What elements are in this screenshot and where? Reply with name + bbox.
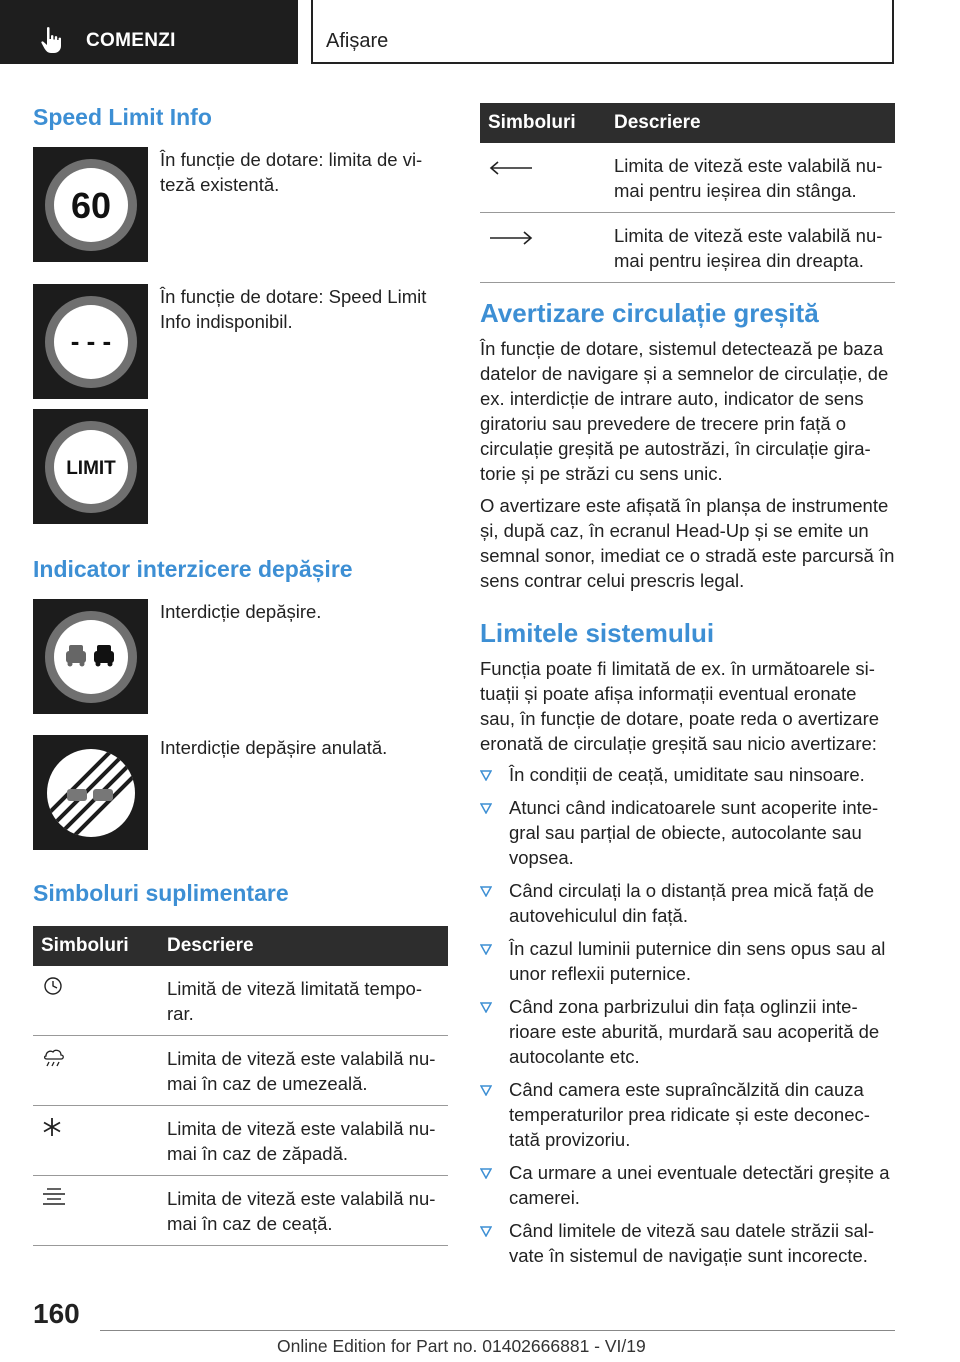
table-cell-description: Limita de viteză este valabilă nu-mai pentru ieșirea din dreapta. xyxy=(602,213,895,283)
list-item: În cazul luminii puternice din sens opus sau al unor reflexii puternice. xyxy=(480,936,895,986)
svg-text:60: 60 xyxy=(70,185,112,226)
overtaking-end-desc: Interdicție depășire anulată. xyxy=(160,737,388,758)
bullet-triangle-icon xyxy=(480,1225,492,1237)
no-overtaking-sign xyxy=(33,599,148,714)
svg-text:LIMIT: LIMIT xyxy=(66,458,116,479)
bullet-triangle-icon xyxy=(480,802,492,814)
limit-sign xyxy=(33,409,148,524)
exit-symbols-table xyxy=(480,103,895,283)
list-item: Când circulați la o distanță prea mică față de autovehiculul din față. xyxy=(480,878,895,928)
speed-60-sign xyxy=(33,147,148,262)
speed-limit-60-icon xyxy=(33,147,148,262)
arrow-left-icon xyxy=(488,160,534,176)
table-header-description: Descriere xyxy=(602,103,895,143)
table-row xyxy=(480,213,895,283)
chapter-tab xyxy=(311,0,894,64)
speed-limit-title: Speed Limit Info xyxy=(33,104,212,130)
system-limits-intro: Funcția poate fi limitată de ex. în următoarele si-tuații și poate afișa informații eventual eronate sau, în funcție de dotare, poate reda o avertizare eronată de circulație greșită sau nicio avertizare: xyxy=(480,658,880,754)
table-row xyxy=(480,143,895,213)
limit-icon xyxy=(33,409,148,524)
table-cell-description: Limita de viteză este valabilă nu-mai în caz de zăpadă. xyxy=(155,1106,448,1176)
table-header-symbols: Simboluri xyxy=(480,103,602,143)
table-cell-description: Limită de viteză limitată tempo-rar. xyxy=(155,966,448,1036)
list-item: Atunci când indicatoarele sunt acoperite inte-gral sau parțial de obiecte, autocolante sau vopsea. xyxy=(480,795,895,870)
rain-icon xyxy=(41,1046,67,1068)
table-header-symbols: Simboluri xyxy=(33,926,155,966)
hand-pointer-icon xyxy=(40,26,66,54)
no-overtaking-icon xyxy=(33,599,148,714)
list-item: În condiții de ceață, umiditate sau ninsoare. xyxy=(480,762,895,787)
chapter-label: Afișare xyxy=(326,30,389,52)
page-header xyxy=(0,0,960,66)
speed-unavailable-icon xyxy=(33,284,148,399)
bullet-triangle-icon xyxy=(480,769,492,781)
svg-text:- - -: - - - xyxy=(70,326,112,356)
footer-divider xyxy=(100,1330,895,1331)
bullet-triangle-icon xyxy=(480,885,492,897)
overtaking-end-icon xyxy=(33,735,148,850)
table-cell-description: Limita de viteză este valabilă nu-mai pentru ieșirea din stânga. xyxy=(602,143,895,213)
arrow-right-icon xyxy=(488,230,534,246)
snowflake-icon xyxy=(41,1116,63,1138)
supplementary-title: Simboluri suplimentare xyxy=(33,880,289,906)
table-row xyxy=(33,1106,448,1176)
wrong-way-paragraph-1: În funcție de dotare, sistemul detectează pe baza datelor de navigare și a semnelor de circulație, de ex. interdicție de intrare auto, indicator de sens giratoriu sau prevedere de trecere prin față o circulație greșită pe autostrăzi, în circulație gira-torie și pe străzi cu sens unic. xyxy=(480,338,889,484)
section-tab xyxy=(0,0,298,64)
page-number: 160 xyxy=(33,1298,80,1329)
speed-unavailable-sign xyxy=(33,284,148,399)
bullet-triangle-icon xyxy=(480,1084,492,1096)
table-header-row xyxy=(33,926,448,966)
clock-icon xyxy=(41,976,65,996)
system-limits-list xyxy=(480,762,895,1276)
fog-icon xyxy=(41,1186,67,1206)
list-item: Când limitele de viteză sau datele străzii sal-vate în sistemul de navigație sunt incorecte. xyxy=(480,1218,895,1268)
edition-info: Online Edition for Part no. 01402666881 - VI/19 xyxy=(277,1336,646,1356)
no-overtaking-desc: Interdicție depășire. xyxy=(160,601,322,622)
table-row xyxy=(33,966,448,1036)
bullet-triangle-icon xyxy=(480,1167,492,1179)
table-header-row xyxy=(480,103,895,143)
wrong-way-title: Avertizare circulație greșită xyxy=(480,298,819,328)
table-row xyxy=(33,1176,448,1246)
bullet-triangle-icon xyxy=(480,943,492,955)
overtaking-title: Indicator interzicere depășire xyxy=(33,556,353,582)
system-limits-title: Limitele sistemului xyxy=(480,618,715,648)
table-cell-description: Limita de viteză este valabilă nu-mai în caz de ceață. xyxy=(155,1176,448,1246)
supplementary-table xyxy=(33,926,448,1246)
list-item: Când zona parbrizului din fața oglinzii inte-rioare este aburită, murdară sau acoperită de autocolante etc. xyxy=(480,994,895,1069)
list-item: Când camera este supraîncălzită din cauza temperaturilor prea ridicate și este deconec-tată provizoriu. xyxy=(480,1077,895,1152)
list-item: Ca urmare a unei eventuale detectări greșite a camerei. xyxy=(480,1160,895,1210)
section-label: COMENZI xyxy=(86,30,176,51)
table-cell-description: Limita de viteză este valabilă nu-mai în caz de umezeală. xyxy=(155,1036,448,1106)
overtaking-end-sign xyxy=(33,735,148,850)
wrong-way-paragraph-2: O avertizare este afișată în planșa de instrumente și, după caz, în ecranul Head-Up și se emite un semnal sonor, imediat ce o stradă este parcursă în sens contrar celui prescris legal. xyxy=(480,495,895,591)
table-row xyxy=(33,1036,448,1106)
table-header-description: Descriere xyxy=(155,926,448,966)
bullet-triangle-icon xyxy=(480,1001,492,1013)
speed-unavailable-desc: În funcție de dotare: Speed Limit Info indisponibil. xyxy=(160,286,427,332)
speed-limit-desc: În funcție de dotare: limita de vi-teză existentă. xyxy=(160,149,423,195)
